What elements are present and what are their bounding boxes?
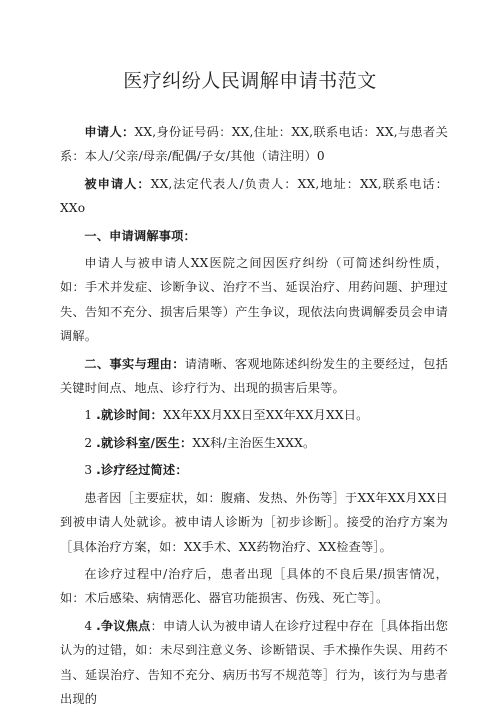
document-body <box>60 120 448 714</box>
item-label: 争议焦点 <box>101 618 151 633</box>
respondent-text: XX,法定代表人/负责人：XX,地址：XX,联系电话：XXo <box>60 176 449 216</box>
list-item: 1.就诊时间：XX年XX月XX日至XX年XX月XX日。 <box>84 408 369 423</box>
item-number: 4 <box>84 618 97 633</box>
list-item: 4.争议焦点：申请人认为被申请人在诊疗过程中存在［具体指出您认为的过错，如：未尽到注意义务、诊断错误、手术操作失误、用药不当、延误治疗、告知不充分、病历书写不规范等］行为，该行为与患者出现的 <box>60 618 448 706</box>
item-text: 申请人认为被申请人在诊疗过程中存在［具体指出您认为的过错，如：未尽到注意义务、诊断错误、手术操作失误、用药不当、延误治疗、告知不充分、病历书写不规范等］行为，该行为与患者出现的 <box>60 618 448 706</box>
applicant-label: 申请人： <box>84 125 135 139</box>
respondent-label: 被申请人： <box>84 176 151 191</box>
item-text: XX科/主治医生XXX。 <box>192 435 316 450</box>
document-title: 医疗纠纷人民调解申请书范文 <box>123 70 377 92</box>
item-text: XX年XX月XX日至XX年XX月XX日。 <box>162 408 369 423</box>
section1-body: 申请人与被申请人XX医院之间因医疗纠纷（可简述纠纷性质，如：手术并发症、诊断争议、治疗不当、延误治疗、用药问题、护理过失、告知不充分、损害后果等）产生争议，现依法向贵调解委员会申请调解。 <box>60 256 448 344</box>
process-paragraph: 在诊疗过程中/治疗后，患者出现［具体的不良后果/损害情况，如：术后感染、病情恶化、器官功能损害、伤残、死亡等］。 <box>60 566 448 606</box>
item-label: 就诊科室/医生： <box>101 435 193 450</box>
section2-paragraph <box>60 352 448 401</box>
patient-paragraph: 患者因［主要症状，如：腹痛、发热、外伤等］于XX年XX月XX日到被申请人处就诊。被申请人诊断为［初步诊断］。接受的治疗方案为［具体治疗方案，如：XX手术、XX药物治疗、XX检查等］。 <box>60 490 448 554</box>
item-label: 诊疗经过简述： <box>101 463 188 478</box>
section2-heading: 二、事实与理由： <box>84 356 185 371</box>
applicant-text: XX,身份证号码：XX,住址：XX,联系电话：XX,与患者关系：本人/父亲/母亲/配偶/子女/其他（请注明）0 <box>60 125 448 164</box>
item-number: 1 <box>84 408 97 423</box>
respondent-paragraph <box>60 172 448 221</box>
section2-body: 请清晰、客观地陈述纠纷发生的主要经过，包括关键时间点、地点、诊疗行为、出现的损害后果等。 <box>60 356 449 396</box>
item-number: 2 <box>84 435 97 450</box>
list-item: 2.就诊科室/医生：XX科/主治医生XXX。 <box>84 435 316 450</box>
list-item: 3.诊疗经过简述： <box>84 463 188 478</box>
item-label: 就诊时间： <box>101 408 163 423</box>
item-number: 3 <box>84 463 97 478</box>
section1-heading: 一、申请调解事项： <box>84 228 196 243</box>
applicant-paragraph <box>60 120 448 169</box>
